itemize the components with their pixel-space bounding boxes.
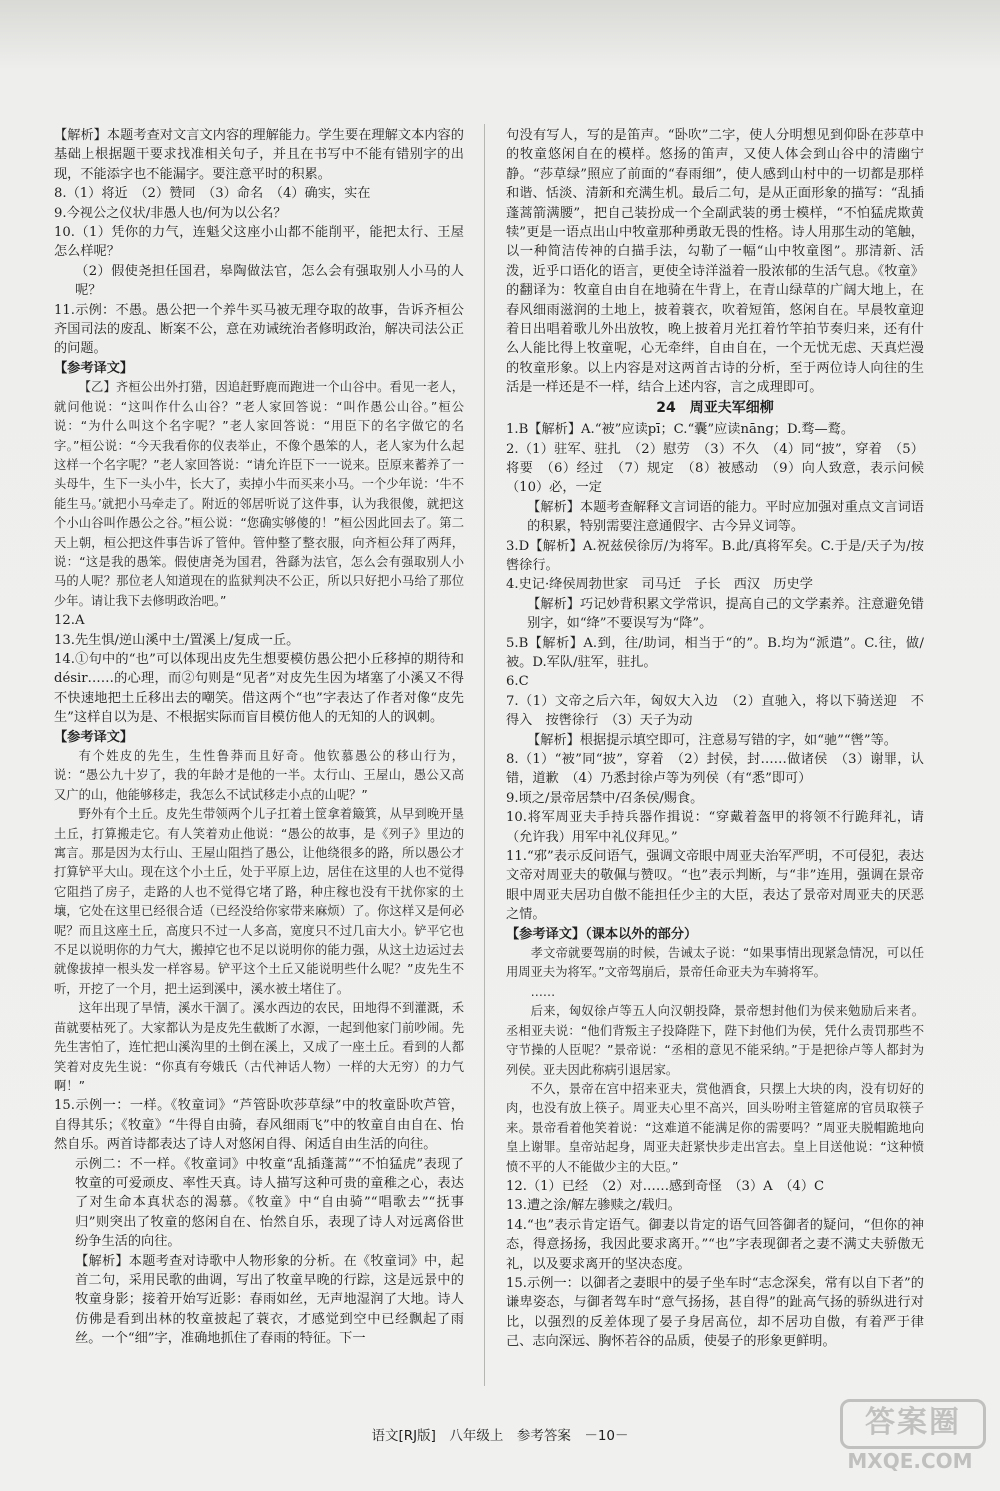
right-paragraph: 6.C xyxy=(506,674,529,690)
left-paragraph: 【解析】本题考查对诗歌中人物形象的分析。在《牧童词》中，起首二句，采用民歌的曲调，写出了牧童早晚的行踪，这是远景中的牧童身影；接着开始写近影：春雨如丝，无声地湿润了大地。诗人仿佛是看到出林的牧童披起了蓑衣，才感觉到空中已经飘起了雨丝。一个“细”字，准确地抓住了春雨的特征。下一 xyxy=(75,1253,464,1347)
left-paragraph: 11.示例：不愚。愚公把一个养牛买马被无理夺取的故事，告诉齐桓公齐国司法的废乱、断案不公，意在劝诫统治者修明政治，解决司法公正的问题。 xyxy=(54,302,464,357)
left-column xyxy=(54,126,464,1349)
left-paragraph: 14.①句中的“也”可以体现出皮先生想要模仿愚公把小丘移掉的期待和désir……的心理，而②句则是“见者”对皮先生因为堵塞了小溪又不得不快速地把土丘移出去的嘲笑。借这两个“也”字表达了作者对像“皮先生”这样自以为是、不根据实际而盲目模仿他人的无知的人的讽刺。 xyxy=(54,651,464,726)
right-paragraph: 【解析】巧记妙背积累文学常识，提高自己的文学素养。注意避免错别字，如“绛”不要误写为“降”。 xyxy=(527,596,924,632)
left-paragraph: 【参考译文】 xyxy=(54,729,134,745)
right-paragraph: 12.（1）已经 （2）对……感到奇怪 （3）A （4）C xyxy=(506,1178,825,1194)
left-paragraph: 9.今视公之仪状/非愚人也/何为以公名？ xyxy=(54,205,287,221)
right-column xyxy=(506,126,938,1352)
left-paragraph: 【解析】本题考查对文言文内容的理解能力。学生要在理解文本内容的基础上根据题干要求找准相关句子，并且在书写中不能有错别字的出现，不能添字也不能漏字。要注意平时的积累。 xyxy=(54,128,464,182)
watermark-line1: 答案圈 xyxy=(840,1399,986,1449)
left-paragraph: 野外有个土丘。皮先生带领两个儿子扛着土筐拿着簸箕，从早到晚开垦土丘，打算搬走它。有人笑着劝止他说：“愚公的故事，是《列子》里边的寓言。那是因为太行山、王屋山阻挡了愚公，让他绕很多的路，所以愚公才打算铲平大山。现在这个小土丘，处于平原上边，居住在这里的人也不觉得它阻挡了房子，走路的人也不觉得它堵了路，种庄稼也没有干扰你家的土壤，它处在这里已经很合适（已经没给你家带来麻烦）了。你这样又是何必呢？而且这座土丘，高度只不过一人多高，宽度只不过几亩大小。铲平它也不足以说明你的力气大，搬掉它也不足以说明你的能力强，从这土边运过去就像拔掉一根头发一样容易。铲平这个土丘又能说明些什么呢？”皮先生不听，开挖了一个月，把土运到溪中，溪水被土堵住了。 xyxy=(54,807,464,996)
right-paragraph: 7.（1）文帝之后六年，匈奴大入边 （2）直驰入，将以下骑送迎 不得入 按辔徐行 （3）天子为动 xyxy=(506,693,924,729)
watermark-line2: MXQE.COM xyxy=(847,1449,973,1473)
left-paragraph: 【乙】齐桓公出外打猎，因追赶野鹿而跑进一个山谷中。看见一老人，就问他说：“这叫作什么山谷？”老人家回答说：“叫作愚公山谷。”桓公说：“为什么叫这个名字呢？”老人家回答说：“用臣下的名字做它的名字。”桓公说：“今天我看你的仪表举止，不像个愚笨的人，老人家为什么起这样一个名字呢？”老人家回答说：“请允许臣下一一说来。臣原来蓄养了一头母牛，生下一头小牛，长大了，卖掉小牛而买来小马。一个少年说：‘牛不能生马。’就把小马牵走了。附近的邻居听说了这件事，认为我很傻，就把这个小山谷叫作愚公之谷。”桓公说：“您确实够傻的！”桓公因此回去了。第二天上朝，桓公把这件事告诉了管仲。管仲整了整衣服，向齐桓公拜了两拜，说：“这是我的愚笨。假使唐尧为国君，咎繇为法官，怎么会有强取别人小马的人呢？那位老人知道现在的监狱判决不公正，所以只好把小马给了那位少年。请让我下去修明政治吧。” xyxy=(54,380,464,608)
right-paragraph: 孝文帝就要驾崩的时候，告诫太子说：“如果事情出现紧急情况，可以任用周亚夫为将军。”文帝驾崩后，景帝任命亚夫为车骑将军。 xyxy=(506,946,924,980)
right-paragraph: 24 周亚夫军细柳 xyxy=(656,399,774,416)
right-paragraph: 后来，匈奴徐卢等五人向汉朝投降，景帝想封他们为侯来勉励后来者。丞相亚夫说：“他们背叛主子投降陛下，陛下封他们为侯，凭什么责罚那些不守节操的人臣呢？”景帝说：“丞相的意见不能采纳。”于是把徐卢等人都封为列侯。亚夫因此称病引退居家。 xyxy=(506,1004,924,1077)
column-divider xyxy=(484,124,485,1386)
left-paragraph: 15.示例一：一样。《牧童词》“芦管卧吹莎草绿”中的牧童卧吹芦管，自得其乐；《牧童》“牛得自由骑，春风细雨飞”中的牧童自由自在、怡然自乐。两首诗都表达了诗人对悠闲自得、闲适自由生活的向往。 xyxy=(54,1098,464,1153)
right-paragraph: 2.（1）驻军、驻扎 （2）慰劳 （3）不久 （4）同“披”，穿着 （5）将要 （6）经过 （7）规定 （8）被感动 （9）向人致意，表示问候 （10）必，一定 xyxy=(506,441,938,496)
left-paragraph: 这年出现了旱情，溪水干涸了。溪水西边的农民，田地得不到灌溉，禾苗就要枯死了。大家都认为是皮先生截断了水源，一起到他家门前吵闹。先先生害怕了，连忙把山溪沟里的土倒在溪上，又成了一座土丘。看到的人都笑着对皮先生说：“你真有夸娥氏（古代神话人物）一样的大无穷）的力气啊！” xyxy=(54,1001,464,1093)
left-paragraph: 示例二：不一样。《牧童词》中牧童“乱插蓬蒿”“不怕猛虎”表现了牧童的可爱顽皮、率性天真。诗人描写这种可贵的童稚之心，表达了对生命本真状态的渴慕。《牧童》中“自由骑”“唱歌去”“抚事归”则突出了牧童的悠闲自在、怡然自乐，表现了诗人对远离俗世纷争生活的向往。 xyxy=(75,1156,464,1250)
left-paragraph: 8.（1）将近 （2）赞同 （3）命名 （4）确实，实在 xyxy=(54,186,371,202)
left-paragraph: 13.先生惧/逆山溪中土/置溪上/复成一丘。 xyxy=(54,632,300,648)
right-paragraph: 8.（1）“被”同“披”，穿着 （2）封侯，封……做诸侯 （3）谢罪，认错，道歉 （4）乃悉封徐卢等为列侯（有“悉”即可） xyxy=(506,752,924,787)
left-paragraph: 有个姓皮的先生，生性鲁莽而且好奇。他钦慕愚公的移山行为，说：“愚公九十岁了，我的年龄才是他的一半。太行山、王屋山，愚公又高又广的山，他能够移走，我怎么不试试移走小点的山呢？” xyxy=(54,749,464,802)
right-paragraph: 10.将军周亚夫手持兵器作揖说：“穿戴着盔甲的将领不行跪拜礼，请（允许我）用军中礼仪拜见。” xyxy=(506,810,924,845)
right-paragraph: 不久，景帝在宫中招来亚夫，赏他酒食，只摆上大块的肉，没有切好的肉，也没有放上筷子。周亚夫心里不高兴，回头吩咐主管筵席的官员取筷子来。景帝看着他笑着说：“这难道不能满足你的需要吗？”周亚夫脱帽跪地向皇上谢罪。皇帝站起身，周亚夫赶紧快步走出宫去。皇上目送他说：“这种愤愤不平的人不能做少主的大臣。” xyxy=(506,1081,924,1174)
right-paragraph: 14.“也”表示肯定语气。御妻以肯定的语气回答御者的疑问，“但你的神态，得意扬扬，我因此要求离开。”“也”字表现御者之妻不满丈夫骄傲无礼，以及要求离开的坚决态度。 xyxy=(506,1217,924,1272)
right-paragraph: 11.“邪”表示反问语气，强调文帝眼中周亚夫治军严明，不可侵犯，表达文帝对周亚夫的敬佩与赞叹。“也”表示判断，与“非”连用，强调在景帝眼中周亚夫居功自傲不能担任少主的大臣，表达了景帝对周亚夫的厌恶之情。 xyxy=(506,849,924,923)
page-footer: 语文[RJ版] 八年级上 参考答案 －10－ xyxy=(371,1428,629,1444)
right-paragraph: 15.示例一：以御者之妻眼中的晏子坐车时“志念深矣，常有以自下者”的谦卑姿态，与御者驾车时“意气扬扬，甚自得”的趾高气扬的骄纵进行对比，以强烈的反差体现了晏子身居高位，却不居功自傲，有着严于律己、志向深远、胸怀若谷的品质，使晏子的形象更鲜明。 xyxy=(506,1275,924,1350)
watermark-logo xyxy=(840,1399,980,1473)
right-paragraph: 5.B【解析】A.到，往/助词，相当于“的”。B.均为“派遣”。C.往，做/被。D.军队/驻军，驻扎。 xyxy=(506,635,924,670)
right-paragraph: 13.遭之涂/解左骖赎之/载归。 xyxy=(506,1198,681,1214)
right-paragraph: 【解析】本题考查解释文言词语的能力。平时应加强对重点文言词语的积累，特别需要注意通假字、古今异义词等。 xyxy=(527,499,924,535)
right-paragraph: 句没有写人，写的是笛声。“卧吹”二字，使人分明想见到仰卧在莎草中的牧童悠闲自在的模样。悠扬的笛声，又使人体会到山谷中的清幽宁静。“莎草绿”照应了前面的“春雨细”，使人感到山村中的一切都是那样和谐、恬淡、清新和充满生机。最后二句，是从正面形象的描写：“乱插蓬蒿箭满腰”，把自己装扮成一个全副武装的勇士模样，“不怕猛虎欺黄犊”更是一语点出山中牧童那种勇敢无畏的性格。诗人用那生动的笔触，以一种简洁传神的白描手法，勾勒了一幅“山中牧童图”。那清新、活泼，近乎口语化的语言，更使全诗洋溢着一股浓郁的生活气息。《牧童》的翻译为：牧童自由自在地骑在牛背上，在青山绿草的广阔大地上，在春风细雨滋润的土地上，披着蓑衣，吹着短笛，悠闲自在。早晨牧童迎着日出唱着歌儿外出放牧，晚上披着月光扛着竹竿拍节奏归来，还有什么人能比得上牧童呢，心无牵绊，自由自在，一个无忧无虑、天真烂漫的牧童形象。以上内容是对这两首古诗的分析，至于两位诗人向往的生活是一样还是不一样，结合上述内容，言之成理即可。 xyxy=(506,128,924,396)
left-paragraph: 【参考译文】 xyxy=(54,360,134,376)
left-paragraph: 10.（1）凭你的力气，连魁父这座小山都不能削平，能把太行、王屋怎么样呢？ xyxy=(54,225,464,260)
right-paragraph: 3.D【解析】A.祝兹侯徐厉/为将军。B.此/真将军矣。C.于是/天子为/按辔徐行。 xyxy=(506,538,924,573)
right-paragraph: 1.B【解析】A.“被”应读pī；C.“囊”应读nāng；D.骛—鹜。 xyxy=(506,422,855,438)
left-paragraph: （2）假使尧担任国君，皋陶做法官，怎么会有强取别人小马的人呢？ xyxy=(75,263,464,299)
right-paragraph: 【参考译文】（课本以外的部分） xyxy=(506,926,698,942)
right-paragraph: 【解析】根据提示填空即可，注意易写错的字，如“驰”“辔”等。 xyxy=(527,732,897,748)
right-paragraph: 4.史记·绛侯周勃世家 司马迁 子长 西汉 历史学 xyxy=(506,577,813,593)
right-paragraph: …… xyxy=(530,984,556,999)
right-paragraph: 9.顷之/景帝居禁中/召条侯/赐食。 xyxy=(506,790,704,806)
left-paragraph: 12.A xyxy=(54,613,85,629)
